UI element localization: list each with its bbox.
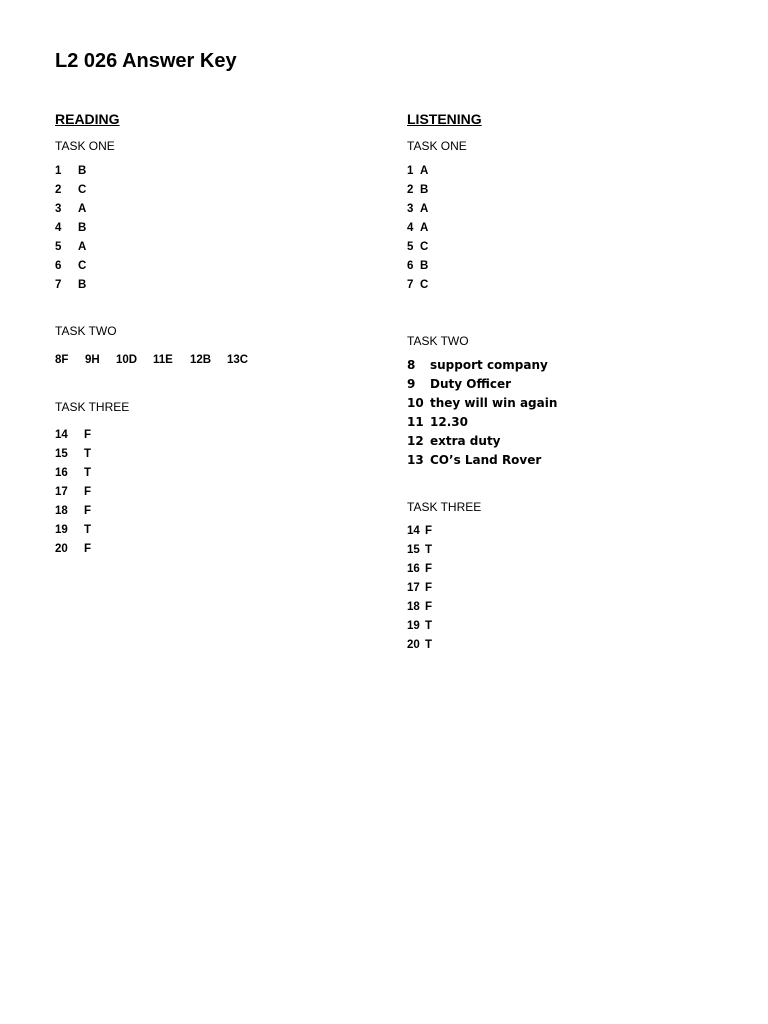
answer-value: T [84,524,92,536]
answer-row [55,483,91,502]
answer-number: 13 [407,453,424,467]
answer-number: 2 [55,184,62,196]
answer-number: 4 [407,222,414,234]
answer-number: 5 [55,241,62,253]
answer-value: F [425,563,433,575]
answer-number: 2 [407,184,414,196]
reading-task-two-answers [55,351,257,370]
listening-task-two-label: TASK TWO [407,334,469,348]
answer-number: 20 [55,543,68,555]
answer-number: 19 [407,620,420,632]
answer-value: F [84,505,92,517]
answer-value: F [84,543,92,555]
answer-value: 12.30 [430,415,468,429]
answer-value: CO’s Land Rover [430,453,542,467]
answer-row [407,413,468,432]
answer-number: 16 [55,467,68,479]
answer-row [55,540,91,559]
answer-row [55,257,86,276]
answer-number: 1 [55,165,62,177]
answer-row [407,356,548,375]
answer-number: 17 [407,582,420,594]
answer-value: T [84,467,92,479]
answer-value: C [78,260,87,272]
answer-row [407,541,432,560]
answer-value: B [78,165,87,177]
answer-row [407,579,432,598]
answer-row [407,560,432,579]
answer-row [407,598,432,617]
answer-value: extra duty [430,434,501,448]
answer-row [55,276,86,295]
answer-number: 16 [407,563,420,575]
answer-row [55,521,91,540]
answer-row [407,636,432,655]
answer-value: 10D [116,354,138,366]
answer-value: C [420,241,429,253]
answer-row [55,200,86,219]
answer-value: B [420,184,429,196]
answer-value: Duty Officer [430,377,511,391]
answer-row [407,200,428,219]
answer-number: 7 [407,279,414,291]
answer-number: 18 [407,601,420,613]
answer-row [407,257,428,276]
answer-value: F [425,601,433,613]
answer-value: A [420,222,429,234]
answer-value: T [425,620,433,632]
answer-value: F [425,582,433,594]
answer-row [55,238,86,257]
answer-value: T [84,448,92,460]
answer-row [407,162,428,181]
reading-heading: READING [55,111,120,127]
answer-value: support company [430,358,548,372]
reading-task-three-label: TASK THREE [55,400,130,414]
answer-number: 6 [407,260,414,272]
answer-row [407,181,428,200]
answer-number: 4 [55,222,62,234]
page-title: L2 026 Answer Key [55,50,237,72]
answer-value: 9H [85,354,100,366]
answer-row [407,219,428,238]
answer-number: 14 [407,525,420,537]
answer-value: 12B [190,354,212,366]
answer-row [55,181,86,200]
answer-value: A [420,165,429,177]
listening-heading: LISTENING [407,111,482,127]
answer-value: A [78,241,87,253]
answer-number: 19 [55,524,68,536]
reading-task-one-label: TASK ONE [55,139,115,153]
answer-number: 7 [55,279,62,291]
answer-number: 8 [407,358,416,372]
answer-number: 20 [407,639,420,651]
answer-value: T [425,639,433,651]
answer-row [407,451,541,470]
answer-row [407,522,432,541]
answer-value: 8F [55,354,69,366]
answer-number: 1 [407,165,414,177]
answer-number: 15 [55,448,68,460]
answer-value: A [420,203,429,215]
answer-value: 11E [153,354,173,366]
reading-task-two-label: TASK TWO [55,324,117,338]
answer-number: 10 [407,396,424,410]
answer-number: 18 [55,505,68,517]
answer-value: T [425,544,433,556]
answer-number: 15 [407,544,420,556]
answer-row [55,426,91,445]
answer-value: 13C [227,354,249,366]
answer-row [407,238,428,257]
answer-number: 3 [407,203,414,215]
answer-row [55,464,91,483]
answer-value: C [78,184,87,196]
answer-value: F [84,486,92,498]
answer-number: 6 [55,260,62,272]
answer-row [407,432,501,451]
answer-row [55,502,91,521]
answer-row [407,276,428,295]
answer-row [407,394,557,413]
answer-number: 11 [407,415,424,429]
answer-row [55,162,86,181]
answer-number: 9 [407,377,416,391]
answer-number: 12 [407,434,424,448]
answer-value: C [420,279,429,291]
answer-number: 14 [55,429,68,441]
answer-row [55,219,86,238]
answer-number: 5 [407,241,414,253]
answer-row [407,375,511,394]
answer-value: they will win again [430,396,558,410]
answer-row [407,617,432,636]
answer-number: 17 [55,486,68,498]
answer-number: 3 [55,203,62,215]
answer-value: B [78,222,87,234]
answer-value: A [78,203,87,215]
answer-row [55,445,91,464]
listening-task-one-label: TASK ONE [407,139,467,153]
answer-value: B [420,260,429,272]
answer-value: F [84,429,92,441]
listening-task-three-label: TASK THREE [407,500,482,514]
answer-value: F [425,525,433,537]
answer-value: B [78,279,87,291]
